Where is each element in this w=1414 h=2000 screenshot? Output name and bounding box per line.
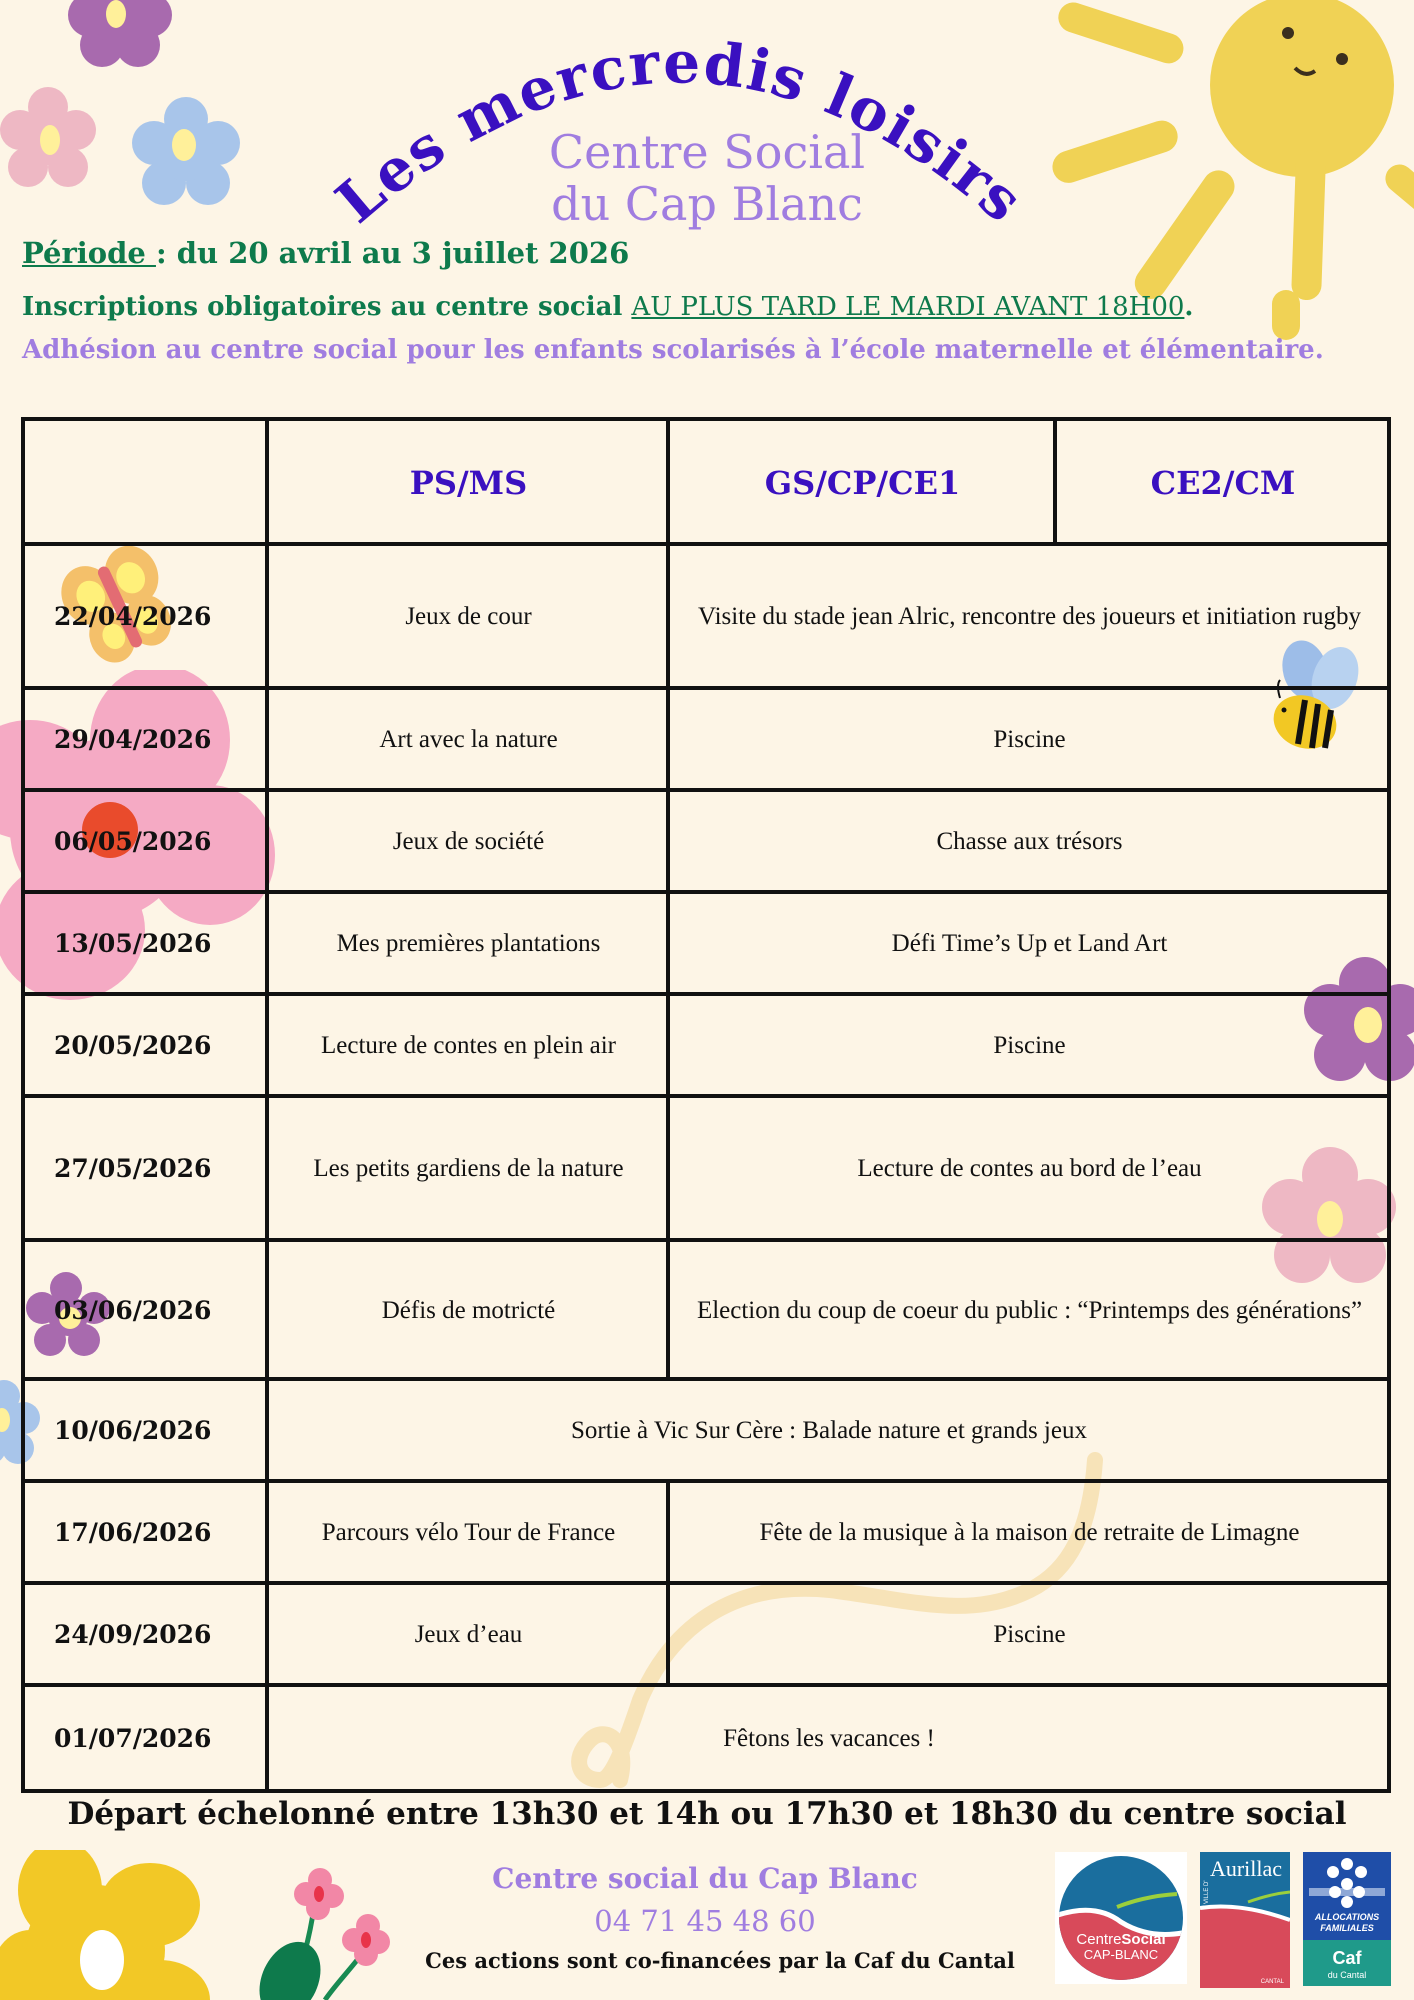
inscriptions-line (22, 292, 1193, 322)
row-date: 06/05/2026 (54, 827, 212, 856)
inscriptions-end: . (1184, 292, 1194, 322)
activity-gs-cm: Election du coup de coeur du public : “Printemps des générations” (696, 1296, 1363, 1324)
logo-social-text: Social (1121, 1931, 1166, 1948)
adhesion-text: Adhésion au centre social pour les enfants scolarisés à l’école maternelle et élémentaire. (22, 335, 1324, 365)
row-date: 13/05/2026 (54, 929, 212, 958)
periode-label: Période (22, 236, 156, 270)
activity-ps-ms: Les petits gardiens de la nature (313, 1155, 624, 1182)
activity-gs-cm: Piscine (993, 726, 1066, 753)
inscriptions-deadline: AU PLUS TARD LE MARDI AVANT 18H00 (631, 292, 1185, 322)
caf-logo (1303, 1852, 1391, 1986)
purple-flower-top-icon (60, 0, 180, 70)
activity-all-groups: Fêtons les vacances ! (723, 1725, 935, 1752)
logo-ville-text: VILLE D' (1204, 1880, 1210, 1904)
column-divider (1053, 417, 1057, 546)
logo-capblanc-text: CAP-BLANC (1083, 1947, 1159, 1962)
logo-familiales-text: FAMILIALES (1320, 1923, 1374, 1933)
activity-gs-cm: Fête de la musique à la maison de retraite de Limagne (759, 1519, 1300, 1546)
centre-social-logo (1055, 1852, 1187, 1984)
row-date: 27/05/2026 (54, 1154, 212, 1183)
row-date: 10/06/2026 (54, 1416, 212, 1445)
table-border-left (21, 417, 25, 1793)
column-divider (666, 417, 670, 546)
logo-cantal-text: CANTAL (1260, 1979, 1284, 1985)
table-row-border (21, 417, 1391, 421)
periode-value: : du 20 avril au 3 juillet 2026 (155, 236, 630, 270)
activity-gs-cm: Chasse aux trésors (936, 828, 1123, 855)
activity-gs-cm: Visite du stade jean Alric, rencontre des joueurs et initiation rugby (698, 603, 1361, 630)
aurillac-logo (1200, 1852, 1290, 1988)
logo-aurillac-text: Aurillac (1209, 1856, 1283, 1881)
row-date: 17/06/2026 (54, 1518, 212, 1547)
logo-centre-text: Centre (1076, 1931, 1122, 1948)
column-header: CE2/CM (1150, 463, 1296, 502)
row-date: 29/04/2026 (54, 725, 212, 754)
activity-all-groups: Sortie à Vic Sur Cère : Balade nature et grands jeux (571, 1417, 1087, 1444)
activity-ps-ms: Jeux de cour (405, 603, 532, 630)
main-title: Les mercredis loisirs (323, 28, 1037, 237)
inscriptions-text: Inscriptions obligatoires au centre social (22, 292, 632, 322)
activity-ps-ms: Mes premières plantations (336, 930, 601, 957)
activity-ps-ms: Jeux de société (392, 828, 545, 855)
periode-line (22, 236, 629, 270)
activity-gs-cm: Défi Time’s Up et Land Art (891, 930, 1168, 957)
svg-text:CentreSocial (1076, 1931, 1165, 1948)
row-date: 01/07/2026 (54, 1724, 212, 1753)
logo-caf-text: Caf (1332, 1948, 1362, 1968)
row-date: 03/06/2026 (54, 1295, 212, 1325)
subtitle-line1: Centre Social (548, 125, 866, 179)
row-date: 22/04/2026 (54, 602, 212, 631)
activity-ps-ms: Parcours vélo Tour de France (321, 1519, 616, 1546)
row-date: 20/05/2026 (54, 1031, 212, 1060)
activity-ps-ms: Jeux d’eau (414, 1621, 523, 1648)
departure-info: Départ échelonné entre 13h30 et 14h ou 17h30 et 18h30 du centre social (67, 1796, 1347, 1832)
activity-gs-cm: Piscine (993, 1621, 1066, 1648)
table-row-border (21, 542, 1391, 546)
activity-gs-cm: Lecture de contes au bord de l’eau (857, 1155, 1202, 1182)
org-name: Centre social du Cap Blanc (492, 1862, 918, 1895)
row-date: 24/09/2026 (54, 1620, 212, 1649)
column-header: PS/MS (409, 463, 528, 502)
activity-ps-ms: Art avec la nature (379, 726, 558, 753)
subtitle-line2: du Cap Blanc (551, 177, 863, 231)
yellow-flower-icon (0, 1850, 230, 2000)
funding-note: Ces actions sont co-financées par la Caf du Cantal (425, 1948, 1015, 1973)
phone-number: 04 71 45 48 60 (594, 1904, 816, 1938)
logo-ducantal-text: du Cantal (1327, 1970, 1367, 1980)
sun-eye-icon (1282, 27, 1294, 39)
activity-ps-ms: Lecture de contes en plein air (321, 1032, 616, 1059)
logo-allocations-text: ALLOCATIONS (1314, 1912, 1380, 1922)
column-header: GS/CP/CE1 (764, 463, 961, 502)
activity-gs-cm: Piscine (993, 1032, 1066, 1059)
activity-ps-ms: Défis de motricté (381, 1296, 556, 1324)
